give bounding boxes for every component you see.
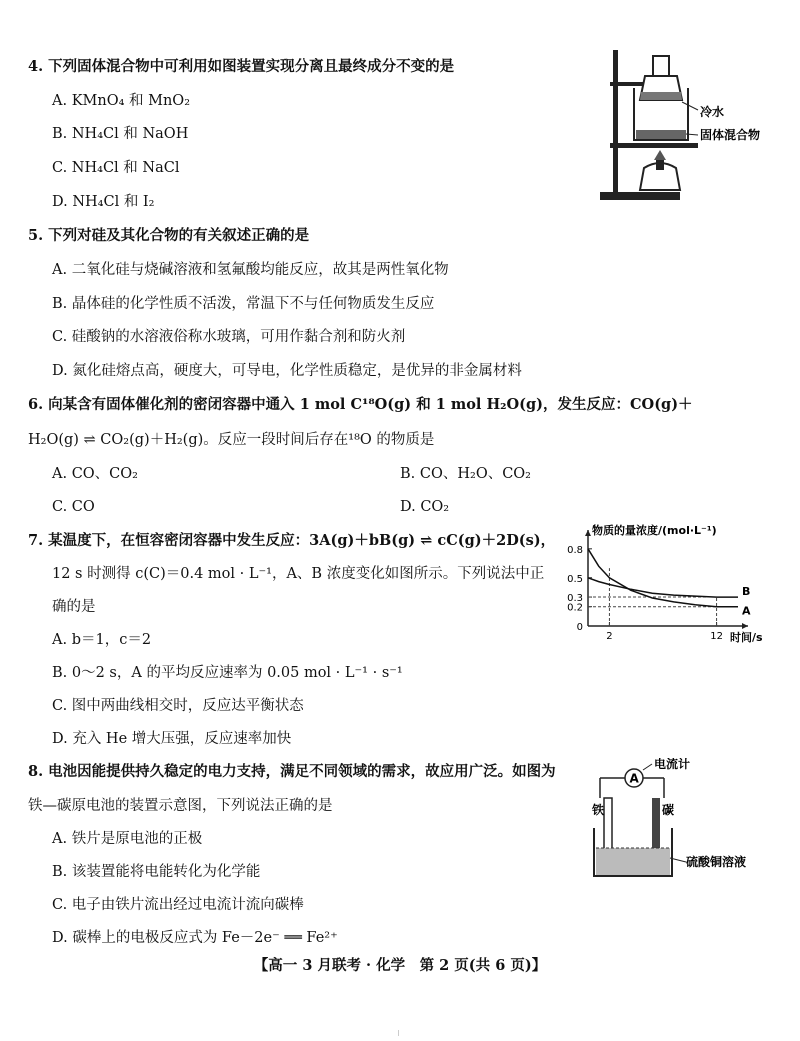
q8-option-c: C. 电子由铁片流出经过电流计流向碳棒 (52, 897, 304, 913)
x-axis-label: 时间/s (730, 631, 763, 644)
x-tick-label: 12 (710, 631, 723, 642)
q8-stem-line2: 铁—碳原电池的装置示意图，下列说法正确的是 (28, 798, 333, 814)
y-tick-label: 0.3 (567, 593, 583, 605)
q6-stem-line2: H₂O(g) ⇌ CO₂(g)＋H₂(g)。反应一段时间后存在¹⁸O 的物质是 (28, 432, 435, 448)
y-tick-label: 0.5 (567, 573, 583, 585)
q5-stem: 5. 下列对硅及其化合物的有关叙述正确的是 (28, 227, 310, 244)
q5-option-d: D. 氮化硅熔点高，硬度大，可导电，化学性质稳定，是优异的非金属材料 (52, 363, 522, 379)
y-tick-label: 0.2 (567, 602, 583, 614)
q4-option-a: A. KMnO₄ 和 MnO₂ (52, 93, 191, 109)
q4-stem: 4. 下列固体混合物中可利用如图装置实现分离且最终成分不变的是 (28, 58, 455, 75)
concentration-time-chart (546, 522, 786, 647)
q8-option-d: D. 碳棒上的电极反应式为 Fe－2e⁻ ══ Fe²⁺ (52, 930, 338, 946)
q7-stem-line1: 7. 某温度下，在恒容密闭容器中发生反应：3A(g)＋bB(g) ⇌ cC(g)＋2D(s)， (28, 532, 556, 549)
series-label-A: A (742, 604, 751, 618)
q6-option-d: D. CO₂ (400, 499, 450, 515)
q7-stem-line2: 12 s 时测得 c(C)＝0.4 mol · L⁻¹，A、B 浓度变化如图所示。下列说法中正 (52, 566, 545, 582)
q7-option-d: D. 充入 He 增大压强，反应速率加快 (52, 731, 292, 747)
ammeter-symbol: A (629, 771, 639, 786)
q4-option-d: D. NH₄Cl 和 I₂ (52, 194, 155, 210)
solution-label: 硫酸铜溶液 (686, 855, 747, 869)
page-mark (398, 1030, 399, 1036)
page-footer: 【高一 3 月联考 · 化学 第 2 页(共 6 页)】 (253, 957, 547, 974)
q6-option-b: B. CO、H₂O、CO₂ (400, 466, 531, 482)
solid-mixture-label: 固体混合物 (700, 128, 761, 142)
q5-option-b: B. 晶体硅的化学性质不活泼，常温下不与任何物质发生反应 (52, 296, 435, 312)
x-axis-arrow (742, 623, 748, 629)
galvanic-cell-figure (588, 758, 788, 883)
series-line-B (588, 578, 738, 597)
q7-option-b: B. 0～2 s，A 的平均反应速率为 0.05 mol · L⁻¹ · s⁻¹ (52, 665, 403, 681)
x-tick-label: 2 (606, 631, 613, 642)
q8-option-a: A. 铁片是原电池的正极 (52, 831, 203, 847)
q4-option-b: B. NH₄Cl 和 NaOH (52, 126, 189, 142)
ammeter-label: 电流计 (654, 758, 691, 771)
q7-option-c: C. 图中两曲线相交时，反应达平衡状态 (52, 698, 304, 714)
carbon-label: 碳 (662, 803, 675, 817)
y-axis-arrow (585, 530, 591, 536)
chart-title: 物质的量浓度/(mol·L⁻¹) (592, 524, 717, 537)
q5-option-c: C. 硅酸钠的水溶液俗称水玻璃，可用作黏合剂和防火剂 (52, 329, 406, 345)
iron-label: 铁 (592, 803, 605, 817)
q6-option-c: C. CO (52, 499, 95, 515)
series-label-B: B (742, 585, 751, 599)
q6-option-a: A. CO、CO₂ (52, 466, 138, 482)
y-tick-label: 0 (576, 622, 583, 633)
series-line-A (588, 549, 738, 607)
sublimation-apparatus-figure (600, 40, 790, 208)
y-tick-label: 0.8 (567, 544, 583, 556)
q8-stem-line1: 8. 电池因能提供持久稳定的电力支持，满足不同领域的需求，故应用广泛。如图为 (28, 763, 556, 780)
cold-water-label: 冷水 (700, 105, 725, 119)
copper-sulfate-solution (596, 848, 670, 875)
q7-option-a: A. b＝1，c＝2 (52, 632, 152, 648)
q6-stem-line1: 6. 向某含有固体催化剂的密闭容器中通入 1 mol C¹⁸O(g) 和 1 mol H₂O(g)，发生反应：CO(g)＋ (28, 396, 693, 413)
q8-option-b: B. 该装置能将电能转化为化学能 (52, 864, 261, 880)
q4-option-c: C. NH₄Cl 和 NaCl (52, 160, 180, 176)
q7-stem-line3: 确的是 (52, 599, 96, 615)
q5-option-a: A. 二氧化硅与烧碱溶液和氢氟酸均能反应，故其是两性氧化物 (52, 262, 449, 278)
